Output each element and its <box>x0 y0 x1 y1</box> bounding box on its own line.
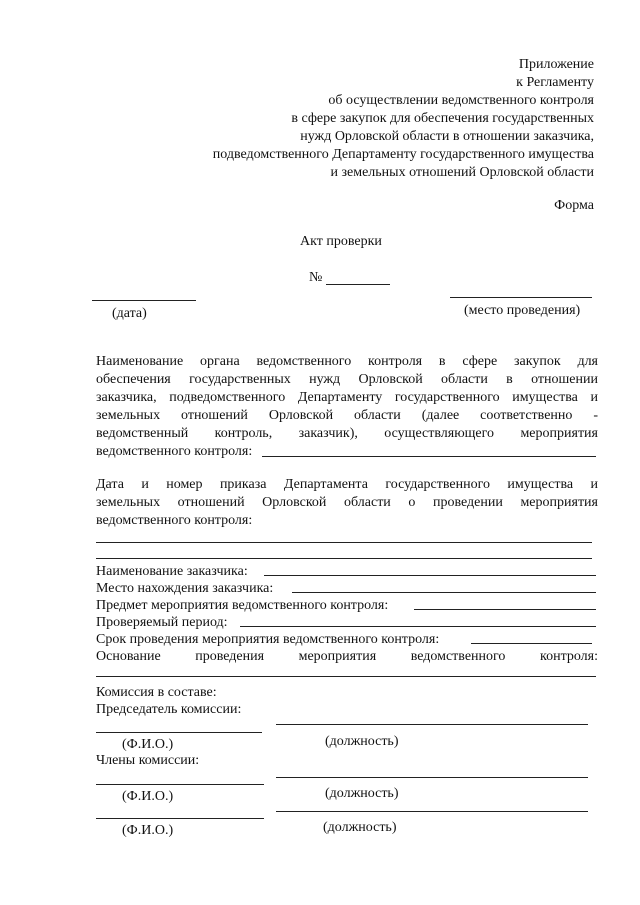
header-line-4: в сфере закупок для обеспечения государственных <box>291 111 594 126</box>
paragraph-row: обеспечения государственных нужд Орловской области в отношении <box>96 372 598 387</box>
order-paragraph <box>96 476 598 512</box>
header-line-7: и земельных отношений Орловской области <box>330 165 594 180</box>
customer-name-label: Наименование заказчика: <box>96 564 248 579</box>
member2-fio-caption: (Ф.И.О.) <box>122 823 174 838</box>
chairman-fio-field[interactable] <box>96 732 262 733</box>
order-label: ведомственного контроля: <box>96 513 253 528</box>
paragraph-row: земельных отношений Орловской области о проведении мероприятия <box>96 495 598 510</box>
basis-label: Основание проведения мероприятия ведомственного контроля: <box>96 649 598 664</box>
customer-location-field[interactable] <box>292 592 596 593</box>
paragraph-row: Наименование органа ведомственного контроля в сфере закупок для <box>96 354 598 369</box>
chairman-fio-caption: (Ф.И.О.) <box>122 737 174 752</box>
duration-label: Срок проведения мероприятия ведомственного контроля: <box>96 632 440 647</box>
form-label: Форма <box>554 198 594 213</box>
date-field[interactable] <box>92 300 196 301</box>
basis-paragraph <box>96 648 598 666</box>
header-line-3: об осуществлении ведомственного контроля <box>328 93 594 108</box>
duration-field[interactable] <box>471 643 592 644</box>
commission-label: Комиссия в составе: <box>96 685 217 700</box>
header-line-6: подведомственного Департаменту государственного имущества <box>212 147 594 162</box>
chairman-position-caption: (должность) <box>325 734 399 749</box>
period-field[interactable] <box>240 626 596 627</box>
place-caption: (место проведения) <box>464 303 581 318</box>
customer-location-label: Место нахождения заказчика: <box>96 581 274 596</box>
chairman-position-field[interactable] <box>276 724 588 725</box>
member1-position-caption: (должность) <box>325 786 399 801</box>
customer-name-field[interactable] <box>264 575 596 576</box>
paragraph-row: заказчика, подведомственного Департаменту государственного имущества и <box>96 390 598 405</box>
place-field[interactable] <box>450 297 592 298</box>
subject-field[interactable] <box>414 609 596 610</box>
period-label: Проверяемый период: <box>96 615 228 630</box>
header-line-2: к Регламенту <box>516 75 594 90</box>
paragraph-row: ведомственный контроль, заказчик), осуществляющего мероприятия <box>96 426 598 441</box>
header-line-5: нужд Орловской области в отношении заказчика, <box>300 129 594 144</box>
chairman-label: Председатель комиссии: <box>96 702 242 717</box>
number-label: № <box>309 270 323 285</box>
basis-field[interactable] <box>96 676 596 677</box>
member2-position-caption: (должность) <box>323 820 397 835</box>
member2-position-field[interactable] <box>276 811 588 812</box>
document-title: Акт проверки <box>300 234 382 249</box>
subject-label: Предмет мероприятия ведомственного контроля: <box>96 598 389 613</box>
header-line-1: Приложение <box>518 57 594 72</box>
members-label: Члены комиссии: <box>96 753 200 768</box>
order-field-line-2[interactable] <box>96 558 592 559</box>
paragraph-row: Дата и номер приказа Департамента государственного имущества и <box>96 477 598 492</box>
paragraph-row: земельных отношений Орловской области (далее соответственно - <box>96 408 598 423</box>
member1-position-field[interactable] <box>276 777 588 778</box>
member2-fio-field[interactable] <box>96 818 264 819</box>
control-body-label: ведомственного контроля: <box>96 444 253 459</box>
order-field-line-1[interactable] <box>96 542 592 543</box>
member1-fio-caption: (Ф.И.О.) <box>122 789 174 804</box>
control-body-paragraph <box>96 353 598 443</box>
date-caption: (дата) <box>112 306 147 321</box>
member1-fio-field[interactable] <box>96 784 264 785</box>
control-body-field[interactable] <box>262 456 596 457</box>
number-field[interactable] <box>326 284 390 285</box>
